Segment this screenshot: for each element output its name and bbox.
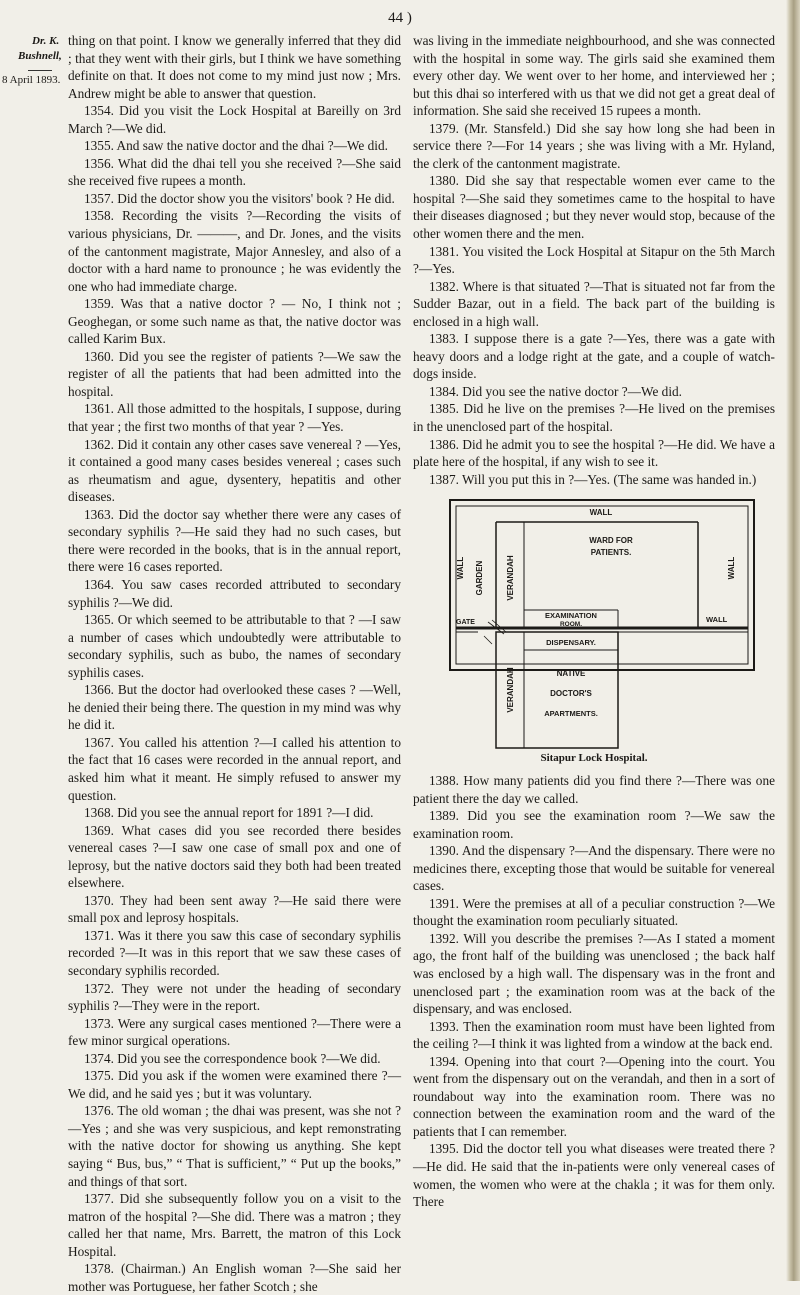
paragraph: 1358. Recording the visits ?—Recording the visits of various physicians, Dr. ———, and Dr. Jones, and the visits of the cantonment magistrate, Major Annesley, and also of a doctor with a hard name to pronounce ; he was evidently the one who had immediate charge. — [68, 208, 401, 294]
paragraph: 1375. Did you ask if the women were examined there ?—We did, and he said yes ; but it was voluntary. — [68, 1068, 401, 1101]
paragraph: 1365. Or which seemed to be attributable to that ? —I saw a number of cases which undoubtedly were attributable to secondary syphilis, such as bubo, the names of secondary syphilis cases. — [68, 612, 401, 680]
paragraph: 1373. Were any surgical cases mentioned ?—There were a few minor surgical operations. — [68, 1015, 401, 1049]
paragraph: 1371. Was it there you saw this case of secondary syphilis recorded ?—It was in this report that we saw these cases of secondary syphilis recorded. — [68, 927, 401, 978]
margin-name: Bushnell, — [18, 50, 62, 62]
paragraph: 1381. You visited the Lock Hospital at Sitapur on the 5th March ?—Yes. — [413, 243, 775, 277]
paragraph: 1357. Did the doctor show you the visitors' book ? He did. — [84, 190, 395, 206]
paragraph: 1368. Did you see the annual report for 1891 ?—I did. — [84, 805, 374, 821]
paragraph: 1383. I suppose there is a gate ?—Yes, there was a gate with heavy doors and a lodge right at the gate, and a couple of watch-dogs inside. — [413, 331, 775, 382]
paragraph: 1390. And the dispensary ?—And the dispensary. There were no medicines there, excepting those that would be suitable for venereal cases. — [413, 843, 775, 894]
plan-label-exam-1: EXAMINATION — [545, 611, 597, 620]
paragraph: 1354. Did you visit the Lock Hospital at Bareilly on 3rd March ?—We did. — [68, 103, 401, 136]
paragraph: 1364. You saw cases recorded attributed to secondary syphilis ?—We did. — [68, 576, 401, 610]
right-column-top — [413, 32, 775, 488]
paragraph: 1378. (Chairman.) An English woman ?—She said her mother was Portuguese, her father Scotch ; she — [68, 1261, 401, 1294]
paragraph: was living in the immediate neighbourhood, and she was connected with the hospital in some way. The girls said she examined them every other day. We went over to her home, and interviewed her ; but this dhai so interfered with us that we did not get a great deal of information. She said she received 15 rupees a month. — [413, 33, 775, 119]
plan-label-gate: GATE — [456, 619, 475, 626]
left-column — [68, 32, 401, 1295]
paragraph: 1356. What did the dhai tell you she received ?—She said she received five rupees a month. — [68, 155, 401, 189]
paragraph: 1362. Did it contain any other cases save venereal ? —Yes, it contained a good many cases besides venereal ; cases such as rheumatism and ague, dysentery, hepatitis and other diseases. — [68, 436, 401, 505]
paragraph: 1387. Will you put this in ?—Yes. (The same was handed in.) — [429, 471, 757, 487]
margin-witness: Dr. K. — [32, 35, 60, 47]
plan-label-verandah-bottom: VERANDAH — [506, 667, 515, 713]
paragraph: 1361. All those admitted to the hospitals, I suppose, during that year ; the first two months of that year ? —Yes. — [68, 401, 401, 435]
paragraph: 1355. And saw the native doctor and the dhai ?—We did. — [84, 138, 388, 154]
paragraph: 1363. Did the doctor say whether there were any cases of secondary syphilis ?—He said they had no such cases, but there were recorded in the books, that is in the annual report, there were 16 cases reported. — [68, 506, 401, 575]
margin-rule — [28, 70, 52, 71]
plan-label-wall-right: WALL — [727, 556, 736, 580]
paragraph: 1382. Where is that situated ?—That is situated not far from the Sudder Bazar, out in a field. The back part of the building is enclosed in a high wall. — [413, 278, 775, 329]
plan-label-wall-mid: WALL — [706, 615, 728, 624]
plan-label-native-3: APARTMENTS. — [544, 709, 598, 718]
margin-date: 8 April 1893. — [2, 74, 61, 86]
paragraph: thing on that point. I know we generally inferred that they did ; that they went with their girls, but I think we have something definite on that. It does not come to my mind just now ; Mrs. Andrew might be able to answer that question. — [68, 33, 401, 101]
plan-label-dispensary: DISPENSARY. — [546, 638, 596, 647]
paragraph: 1374. Did you see the correspondence book ?—We did. — [84, 1050, 381, 1066]
paragraph: 1392. Will you describe the premises ?—As I stated a moment ago, the front half of the building was unenclosed ; the back half was enclosed by a high wall. The dispensary was in the front and unenclosed part ; the examination room was at the back of the dispensary, and was enclosed. — [413, 930, 775, 1017]
page-edge — [786, 0, 800, 1281]
right-column-bottom — [413, 772, 775, 1211]
figure-caption: Sitapur Lock Hospital. — [540, 752, 648, 764]
plan-label-garden: GARDEN — [475, 560, 484, 596]
plan-label-native-2: DOCTOR'S — [550, 689, 592, 698]
paragraph: 1367. You called his attention ?—I called his attention to the fact that 16 cases were recorded in the annual report, and asked him what it meant. He simply refused to answer my question. — [68, 734, 401, 803]
paragraph: 1366. But the doctor had overlooked these cases ? —Well, he denied their being there. The question in my mind was why he did it. — [68, 682, 401, 733]
paragraph: 1394. Opening into that court ?—Opening into the court. You went from the dispensary out on the verandah, and then in a sort of roundabout way into the examination room. There was no connection between the examination room and the ward of the patients that I can remember. — [413, 1053, 775, 1139]
paragraph: 1359. Was that a native doctor ? — No, I think not ; Geoghegan, or some such name as that, the native doctor was called Karim Bux. — [68, 296, 401, 347]
paragraph: 1395. Did the doctor tell you what diseases were treated there ?—He did. He said that the in-patients were only venereal cases of women, the women who were at the chakla ; it was for them only. There — [413, 1141, 775, 1210]
paragraph: 1370. They had been sent away ?—He said there were small pox and leprosy hospitals. — [68, 892, 401, 926]
plan-label-verandah-top: VERANDAH — [506, 555, 515, 601]
paragraph: 1385. Did he live on the premises ?—He lived on the premises in the unenclosed part of the hospital. — [413, 401, 775, 435]
paragraph: 1377. Did she subsequently follow you on a visit to the matron of the hospital ?—She did. There was a matron ; they called her that name, Mrs. Barrett, the matron of this Lock Hospital. — [68, 1191, 401, 1259]
page-number: 44 ) — [388, 10, 412, 26]
plan-label-ward-2: PATIENTS. — [590, 548, 632, 557]
hospital-floor-plan — [448, 498, 758, 750]
paragraph: 1360. Did you see the register of patients ?—We saw the register of all the patients that had been admitted into the hospital. — [68, 348, 401, 399]
margin-note — [2, 34, 66, 88]
paragraph: 1376. The old woman ; the dhai was present, was she not ?—Yes ; and she was very suspicious, and kept remonstrating with the native doctor for showing us anything. She kept saying “ Bus, bus,” “ That is sufficient,” “ Put up the books,” and things of that sort. — [68, 1103, 401, 1189]
paragraph: 1379. (Mr. Stansfeld.) Did she say how long she had been in service there ?—For 14 years ; she was living with a Mr. Hyland, the clerk of the cantonment magistrate. — [413, 120, 775, 171]
paragraph: 1372. They were not under the heading of secondary syphilis ?—They were in the report. — [68, 980, 401, 1014]
paragraph: 1391. Were the premises at all of a peculiar construction ?—We thought the examination room peculiarly situated. — [413, 895, 775, 929]
plan-label-native-1: NATIVE — [556, 669, 586, 678]
paragraph: 1369. What cases did you see recorded there besides venereal cases ?—I saw one case of small pox and one of leprosy, but the native doctors said they both had been treated elsewhere. — [68, 822, 401, 891]
paragraph: 1388. How many patients did you find there ?—There was one patient there the day we called. — [413, 773, 775, 806]
paragraph: 1386. Did he admit you to see the hospital ?—He did. We have a plate here of the hospital, if any wish to see it. — [413, 436, 775, 470]
plan-label-wall-top: WALL — [589, 508, 613, 517]
paragraph: 1393. Then the examination room must have been lighted from the ceiling ?—I think it was lighted from a window at the back end. — [413, 1018, 775, 1052]
plan-label-exam-2: ROOM. — [559, 621, 583, 628]
paragraph: 1389. Did you see the examination room ?—We saw the examination room. — [413, 808, 775, 841]
plan-label-wall-left: WALL — [456, 556, 465, 580]
paragraph: 1380. Did she say that respectable women ever came to the hospital ?—She said they sometimes came to the hospital to have their diseases diagnosed ; but they never would stop, because of the other women there and the men. — [413, 173, 775, 242]
paragraph: 1384. Did you see the native doctor ?—We did. — [429, 383, 682, 399]
plan-label-ward-1: WARD FOR — [589, 536, 633, 545]
